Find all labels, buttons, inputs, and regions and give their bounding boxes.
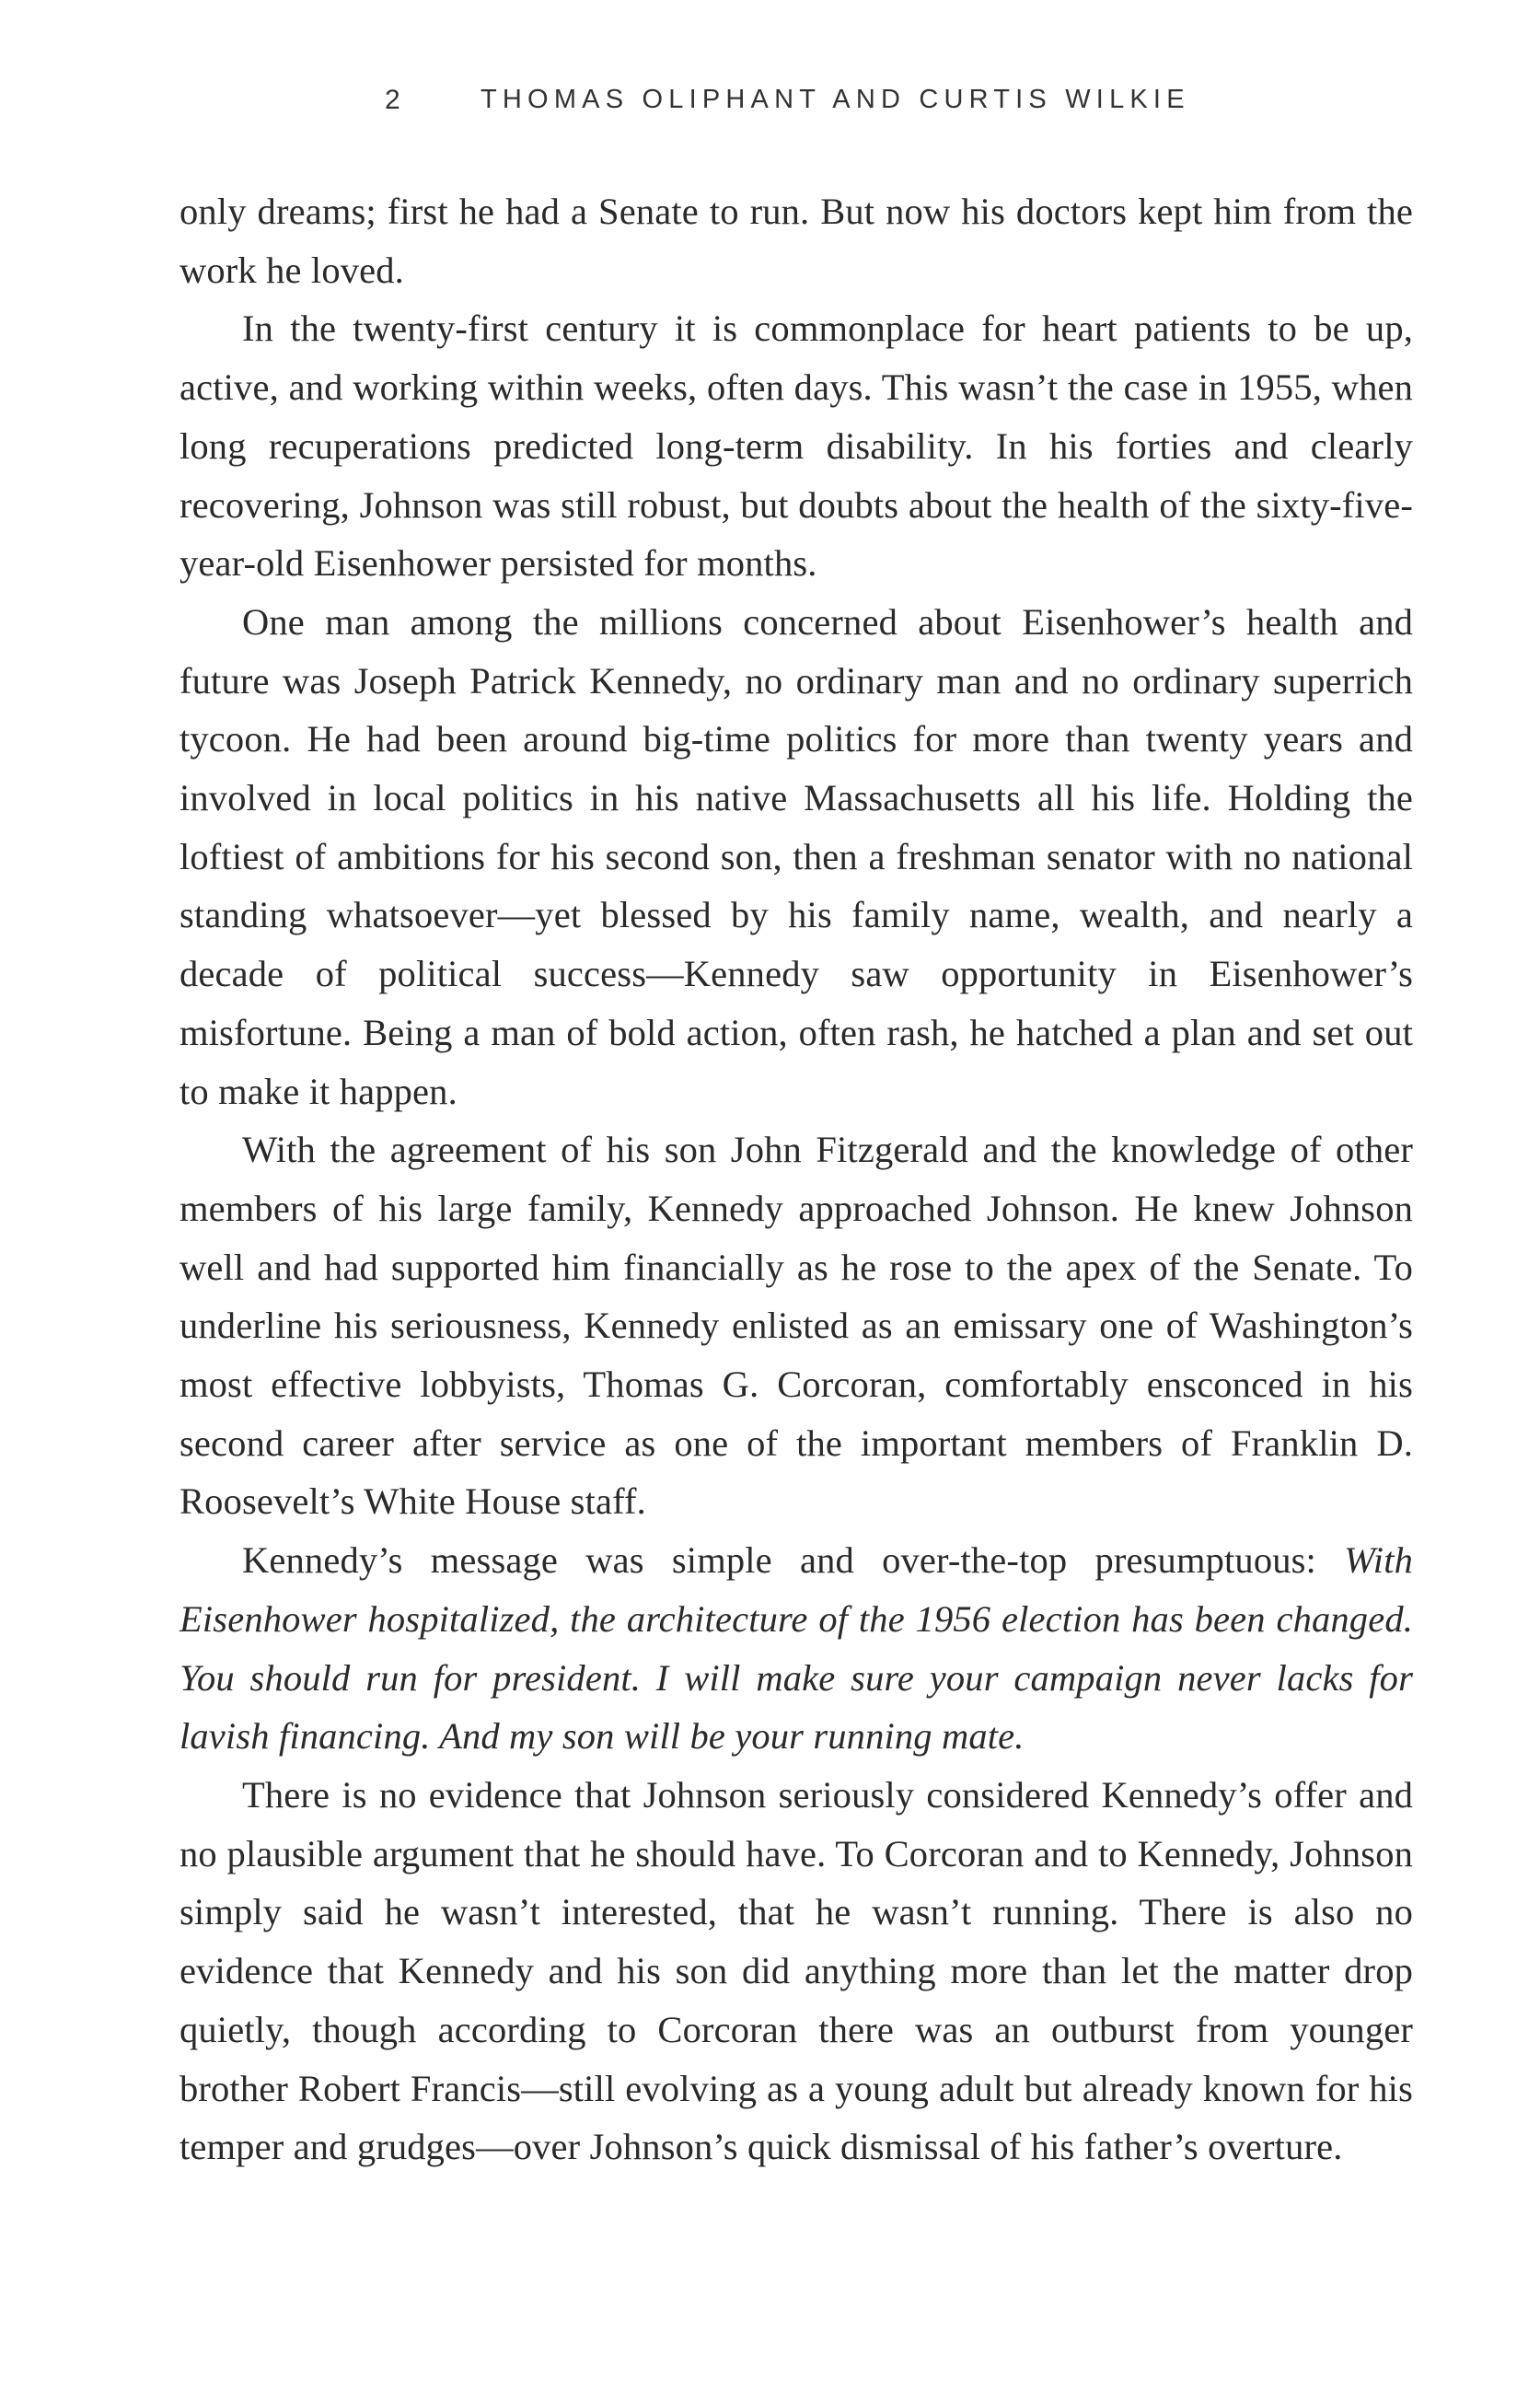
body-text [179, 182, 1413, 2176]
paragraph-1: only dreams; first he had a Senate to run. But now his doctors kept him from the work he loved. [179, 191, 1413, 291]
paragraph-2: In the twenty-first century it is commonplace for heart patients to be up, active, and working within weeks, often days. This wasn’t the case in 1955, when long recuperations predicted long-term disability. In his forties and clearly recovering, Johnson was still robust, but doubts about the health of the sixty-five-year-old Eisenhower persisted for months. [179, 308, 1413, 585]
paragraph-5 [179, 1531, 1413, 1766]
paragraph-4: With the agreement of his son John Fitzgerald and the knowledge of other members of his large family, Kennedy approached Johnson. He knew Johnson well and had supported him financially as he rose to the apex of the Senate. To underline his seriousness, Kennedy enlisted as an emissary one of Washington’s most effective lobbyists, Thomas G. Corcoran, comfortably ensconced in his second career after service as one of the important members of Franklin D. Roosevelt’s White House staff. [179, 1129, 1413, 1523]
running-head [0, 85, 1540, 122]
paragraph-3: One man among the millions concerned about Eisenhower’s health and future was Joseph Patrick Kennedy, no ordinary man and no ordinary superrich tycoon. He had been around big-time politics for more than twenty years and involved in local politics in his native Massachusetts all his life. Holding the loftiest of ambitions for his second son, then a freshman senator with no national standing whatsoever—yet blessed by his family name, wealth, and nearly a decade of political success—Kennedy saw opportunity in Eisenhower’s misfortune. Being a man of bold action, often rash, he hatched a plan and set out to make it happen. [179, 600, 1413, 1112]
paragraph-5-lead: Kennedy’s message was simple and over-the-top presumptuous: [242, 1539, 1345, 1582]
page-number: 2 [385, 85, 402, 115]
paragraph-6: There is no evidence that Johnson seriously considered Kennedy’s offer and no plausible argument that he should have. To Corcoran and to Kennedy, Johnson simply said he wasn’t interested, that he wasn’t running. There is also no evidence that Kennedy and his son did anything more than let the matter drop quietly, though according to Corcoran there was an outburst from younger brother Robert Francis—still evolving as a young adult but already known for his temper and grudges—over Johnson’s quick dismissal of his father’s overture. [179, 1773, 1413, 2168]
paragraph-5-italic-quote: With Eisenhower hospitalized, the architecture of the 1956 election has been changed. You should run for president. I will make sure your campaign never lacks for lavish financing. And my son will be your running mate. [179, 1539, 1413, 1758]
running-title: THOMAS OLIPHANT AND CURTIS WILKIE [481, 85, 1190, 114]
